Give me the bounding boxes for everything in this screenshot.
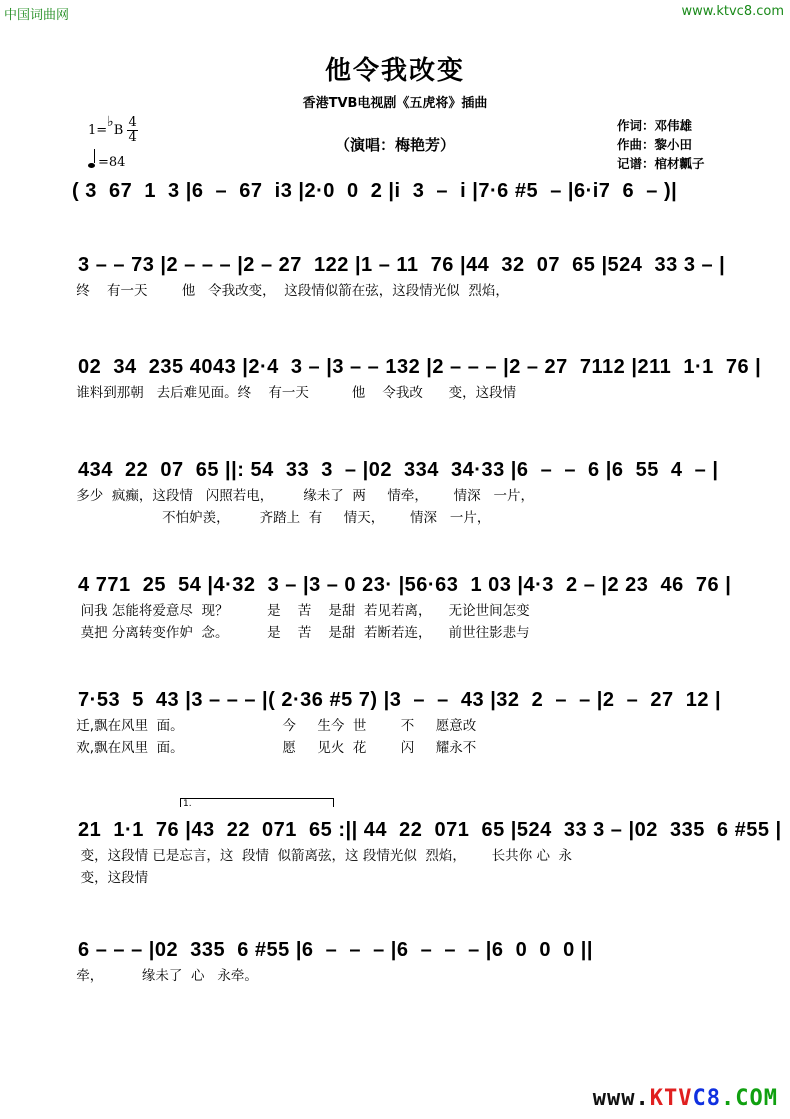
credits [617, 116, 705, 173]
logo-com: .COM [721, 1086, 778, 1111]
lyrics-verse-1: 多少 疯癫，这段情 闪照若电， 缘未了 两 情牵， 情深 一片， [72, 488, 534, 504]
flat-icon: ♭ [107, 114, 114, 130]
score-line-5 [72, 570, 740, 644]
lyricist: 作词：邓伟雄 [617, 118, 693, 133]
notation: 21 1·1 76 |43 22 071 65 :|| 44 22 071 65 |524 33 3 – |02 335 6 #55 | [72, 819, 782, 841]
score-line-3 [72, 352, 762, 404]
transcriber: 记谱：棺材瓤子 [617, 156, 705, 171]
site-name: 中国词曲网 [4, 8, 70, 23]
notation: 4 771 25 54 |4·32 3 – |3 – 0 23· |56·63 1 03 |4·3 2 – |2 23 46 76 | [72, 574, 732, 596]
score-line-6 [72, 685, 740, 759]
singer: （演唱：梅艳芳） [334, 136, 455, 154]
notation: ( 3 67 1 3 |6 – 67 i3 |2·0 0 2 |i 3 – i |7·6 #5 – |6·i7 6 – )| [72, 180, 678, 202]
logo-c8: C8 [692, 1086, 722, 1111]
notation: 6 – – – |02 335 6 #55 |6 – – – |6 – – – |6 0 0 0 || [72, 939, 593, 961]
key-prefix: 1= [88, 123, 108, 138]
logo-www: www. [592, 1086, 650, 1111]
time-sig-bottom: 4 [128, 130, 137, 145]
score-line-4 [72, 455, 740, 529]
lyrics-verse-2: 欢,飘在风里 面。 愿 见火 花 闪 耀永不 [72, 740, 477, 756]
score-line-1 [72, 176, 740, 206]
tempo-value: =84 [98, 155, 126, 170]
notation: 02 34 235 4043 |2·4 3 – |3 – – 132 |2 – – – |2 – 27 7112 |211 1·1 76 | [72, 356, 762, 378]
lyrics-verse-1: 变，这段情 已是忘言，这 段情 似箭离弦，这 段情光似 烈焰， 长共你 心 永 [72, 848, 573, 864]
lyrics-verse-2: 不怕妒羡， 齐踏上 有 情天， 情深 一片， [72, 510, 491, 526]
song-title: 他令我改变 [324, 56, 465, 86]
lyrics-verse-1: 牵， 缘未了 心 永牵。 [72, 968, 258, 984]
song-subtitle: 香港TVB电视剧《五虎将》插曲 [302, 96, 488, 111]
lyrics-verse-1: 终 有一天 他 令我改变， 这段情似箭在弦，这段情光似 烈焰， [72, 283, 509, 299]
notation: 434 22 07 65 ||: 54 33 3 – |02 334 34·33 |6 – – 6 |6 55 4 – | [72, 459, 719, 481]
score-line-8 [72, 935, 740, 987]
lyrics-verse-1: 谁料到那朝 去后难见面。终 有一天 他 令我改 变，这段情 [72, 385, 517, 401]
notation: 7·53 5 43 |3 – – – |( 2·36 #5 7) |3 – – 43 |32 2 – – |2 – 27 12 | [72, 689, 722, 711]
site-url[interactable]: www.ktvc8.com [681, 4, 784, 19]
lyrics-verse-1: 问我 怎能将爱意尽 现？ 是 苦 是甜 若见若离， 无论世间怎变 [72, 603, 530, 619]
composer: 作曲：黎小田 [617, 137, 693, 152]
lyrics-verse-2: 莫把 分离转变作妒 念。 是 苦 是甜 若断若连， 前世往影悲与 [72, 625, 530, 641]
time-sig-top: 4 [128, 115, 137, 130]
first-ending-bracket: 1. [180, 798, 334, 807]
score-line-7 [72, 815, 782, 889]
logo-ktv: KTV [649, 1086, 693, 1111]
key-note: B [113, 123, 124, 138]
quarter-note-icon [88, 163, 95, 168]
score-line-2 [72, 250, 740, 302]
notation: 3 – – 73 |2 – – – |2 – 27 122 |1 – 11 76 |44 32 07 65 |524 33 3 – | [72, 254, 726, 276]
lyrics-verse-1: 迁,飘在风里 面。 今 生今 世 不 愿意改 [72, 718, 477, 734]
lyrics-verse-2: 变，这段情 [72, 870, 149, 886]
footer-logo[interactable] [593, 1086, 778, 1111]
